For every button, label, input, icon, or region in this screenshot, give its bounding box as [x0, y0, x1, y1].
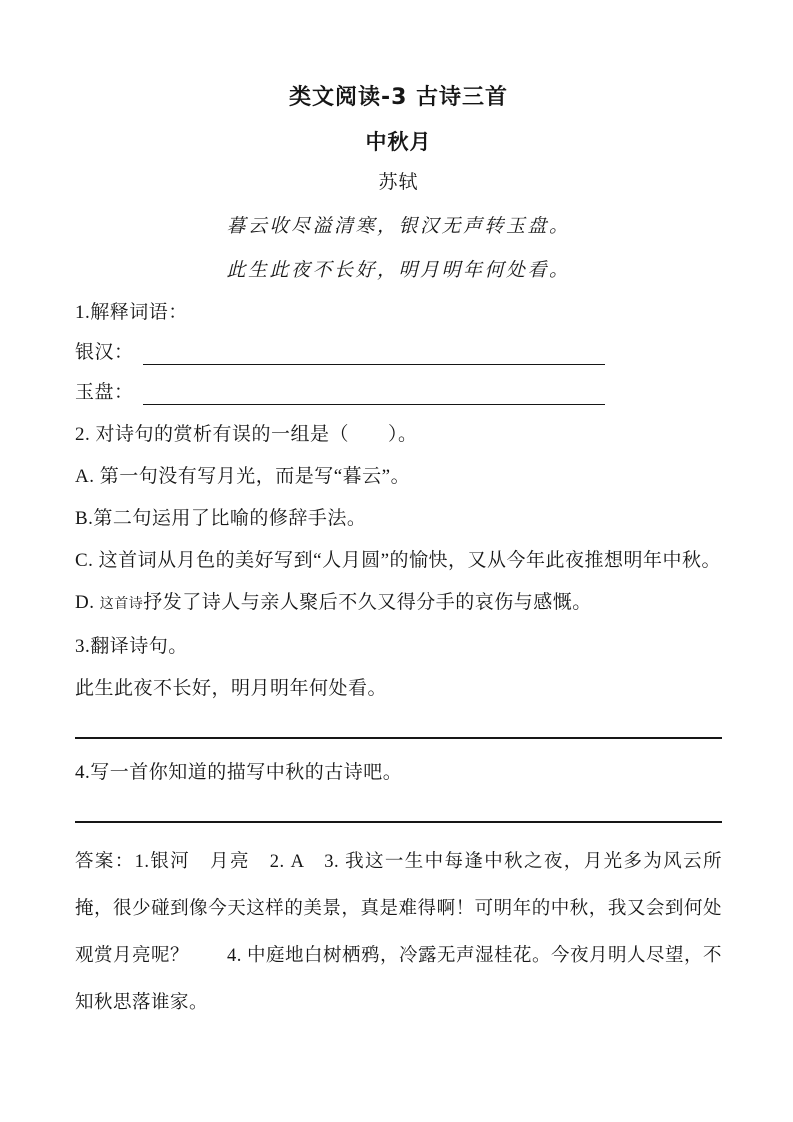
question-2-option-b: B.第二句运用了比喻的修辞手法。	[75, 508, 367, 529]
poem-author: 苏轼	[378, 172, 419, 193]
answer-blank-line-yinhan	[143, 342, 605, 365]
answer-blank-line-yupan	[143, 382, 605, 405]
term-yupan: 玉盘：	[75, 382, 134, 403]
answer-rule-line-2	[75, 821, 722, 823]
question-3-sentence: 此生此夜不长好，明月明年何处看。	[75, 678, 388, 699]
question-2-option-c: C. 这首词从月色的美好写到“人月圆”的愉快，又从今年此夜推想明年中秋。	[75, 550, 722, 571]
option-d-small-text: 这首诗	[99, 597, 144, 612]
question-1-label: 1.解释词语：	[75, 302, 188, 323]
blank-row-yupan	[75, 381, 722, 405]
question-2-option-a: A. 第一句没有写月光，而是写“暮云”。	[75, 466, 411, 487]
answer-rule-line-1	[75, 737, 722, 739]
term-yinhan: 银汉：	[75, 342, 134, 363]
poem-line-1: 暮云收尽溢清寒，银汉无声转玉盘。	[226, 216, 571, 237]
option-d-text: 抒发了诗人与亲人聚后不久又得分手的哀伤与感慨。	[143, 592, 592, 613]
question-2-label: 2. 对诗句的赏析有误的一组是（ ）。	[75, 424, 418, 445]
option-d-prefix: D.	[75, 592, 100, 613]
blank-row-yinhan	[75, 341, 722, 365]
poem-title: 中秋月	[365, 130, 432, 154]
question-4-label: 4.写一首你知道的描写中秋的古诗吧。	[75, 762, 403, 783]
question-2-option-d	[75, 591, 722, 617]
question-3-label: 3.翻译诗句。	[75, 636, 188, 657]
poem-line-2: 此生此夜不长好，明月明年何处看。	[226, 260, 571, 281]
answer-key: 答案：1.银河 月亮 2. A 3. 我这一生中每逢中秋之夜，月光多为风云所掩，很少碰到像今天这样的美景，真是难得啊！可明年的中秋，我又会到何处观赏月亮呢？ 4. 中庭地白树栖鸦，冷露无声湿桂花。今夜月明人尽望，不知秋思落谁家。	[75, 852, 723, 1013]
doc-title: 类文阅读-3 古诗三首	[288, 85, 509, 110]
